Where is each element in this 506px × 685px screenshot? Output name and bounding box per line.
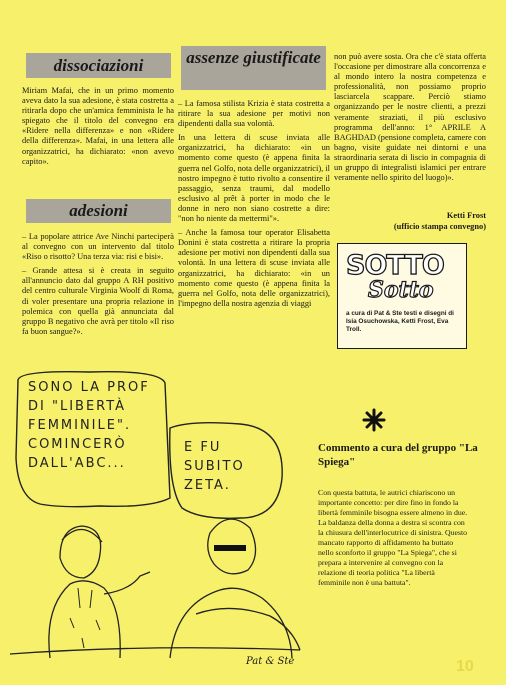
commentary-body: Con questa battuta, le autrici chiariscono un importante concetto: per dire fino in fondo la libertà femminile bisogna essere almeno in due. La baldanza della donna a destra si scontra con la chiusura dell'interlocutrice di sinistra. Questo mancato rapporto di affidamento ha buttato nello sconforto il gruppo "La Spiega", che si prepara a intervenire al convegno con la relazione di teoria politica "La libertà femminile non è una battuta". [318,488,468,587]
heading-assenze-giustificate: assenze giustificate [181,46,326,90]
asterisk-icon [362,408,386,432]
paragraph: – Grande attesa si è creata in seguito all'annuncio dato dal gruppo A RH positivo del centro culturale Virginia Woolf di Roma, di voler presentare una propria relazione in polemica con quella già annunciata dal gruppo B negativo che avrà per titolo «Il riso fa buon sangue?». [22,266,174,336]
sotto-sotto-logo-box [337,243,467,349]
cartoon-signature: Pat & Ste [246,656,295,667]
paragraph: – La popolare attrice Ave Ninchi parteciperà al convegno con un intervento dal titolo «Riso o risotto? Una terza via: risi e bisi». [22,232,174,262]
paragraph: – La famosa stilista Krizia è stata costretta a ritirare la sua adesione per motivi non dipendenti dalla sua volontà. [178,99,330,129]
heading-adesioni: adesioni [26,199,171,223]
column-1-text [22,86,174,171]
signature-role: (ufficio stampa convegno) [393,222,486,231]
cartoon-panel [0,358,310,680]
signature-name: Ketti Frost [446,211,486,220]
logo-title: SOTTO [346,250,444,281]
commentary-title: Commento a cura del gruppo "La Spiega" [318,442,478,468]
column-1-text-2 [22,232,174,341]
paragraph: – Anche la famosa tour operator Elisabetta Donini è stata costretta a ritirare la propria adesione per motivi non dipendenti dalla sua volontà. In una lettera di scuse inviata alle organizzatrici, ha dichiarato: «in un momento come questo (è appena finita la guerra nel Golfo, nota delle organizzatrici), l'impegno della nostra agenzia di viaggi [178,228,330,308]
paragraph: In una lettera di scuse inviata alle organizzatrici, ha dichiarato: «in un momento come questo (è appena finita la guerra nel Golfo, nota delle organizzatrici), il nostro impegno è tutto rivolto a consentire il passaggio, senza traumi, dal modello esclusivo al prêt à porter in modo che le donne in nero non siano costrette a dire: "non ho niente da mettermi"». [178,133,330,224]
speech-bubble-left: SONO LA PROF DI "LIBERTÀ FEMMINILE". COMINCERÒ DALL'ABC... [28,380,150,471]
logo-credits: a cura di Pat & Ste testi e disegni di Isia Osuchowska, Ketti Frost, Eva Troll. [346,310,454,333]
logo-subtitle: Sotto [368,277,434,303]
paragraph: non può avere sosta. Ora che c'è stata offerta l'occasione per dimostrare alla concorrenza e al mondo intero la nostra competenza e professionalità, non possiamo proprio lasciarcela scappare. Perciò stiamo organizzando per le nostre clienti, a prezzi veramente straziati, il più esclusivo programma dell'anno: 1° APRILE A BAGHDAD (pensione completa, camere con bagno, visite guidate nei dintorni e una straordinaria serata di liscio in compagnia di un gruppo di integralisti islamici per entrare veramente nello spirito del luogo)». [334,52,486,183]
column-2-text [178,99,330,313]
column-3-text [334,52,486,187]
heading-dissociazioni: dissociazioni [26,53,171,78]
page-number: 10 [456,658,474,675]
paragraph: Miriam Mafai, che in un primo momento aveva dato la sua adesione, è stata costretta a ritirarla dopo che un'amica femminista le ha spiegato che il titolo del convegno era «Ridere nella differenza» e non «Ridere della differenza». Mafai, in una lettera alle organizzatrici, ha dichiarato: «non avevo capito». [22,86,174,166]
speech-bubble-right: E FU SUBITO ZETA. [184,440,245,493]
